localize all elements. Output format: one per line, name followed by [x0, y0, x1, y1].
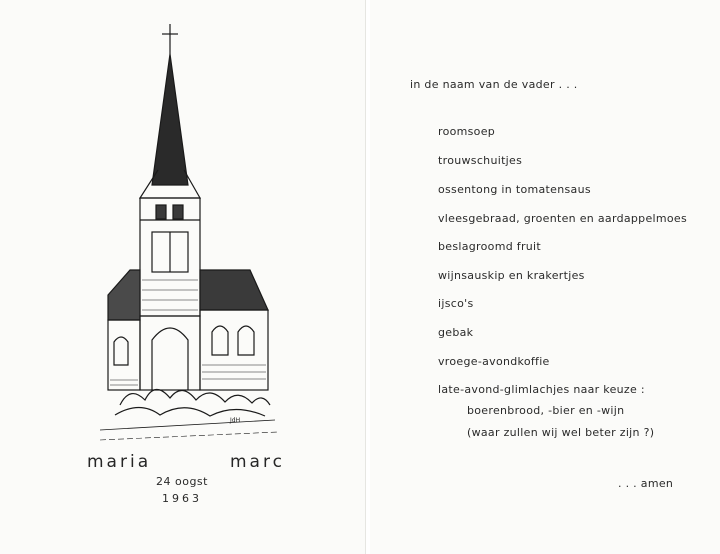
church-illustration	[100, 20, 280, 450]
menu-item: late-avond-glimlachjes naar keuze :	[438, 383, 645, 396]
menu-intro: in de naam van de vader . . .	[410, 78, 578, 91]
wedding-day: 24 oogst	[156, 475, 208, 488]
svg-text:JdH: JdH	[230, 417, 241, 424]
wedding-year: 1963	[162, 492, 202, 505]
menu-sub-item: boerenbrood, -bier en -wijn	[467, 404, 625, 417]
menu-item: vleesgebraad, groenten en aardappelmoes	[438, 212, 688, 225]
menu-item: trouwschuitjes	[438, 154, 523, 167]
bride-name: maria	[87, 452, 152, 472]
menu-item: wijnsauskip en krakertjes	[438, 269, 585, 282]
closing-line: . . . amen	[618, 477, 674, 490]
menu-item: gebak	[438, 326, 474, 339]
menu-item: beslagroomd fruit	[438, 240, 542, 253]
groom-name: marc	[230, 452, 285, 472]
menu-item: ossentong in tomatensaus	[438, 183, 591, 196]
menu-item: roomsoep	[438, 125, 496, 138]
menu-sub-item: (waar zullen wij wel beter zijn ?)	[467, 426, 655, 439]
menu-item: ijsco's	[438, 297, 474, 310]
menu-item: vroege-avondkoffie	[438, 355, 550, 368]
